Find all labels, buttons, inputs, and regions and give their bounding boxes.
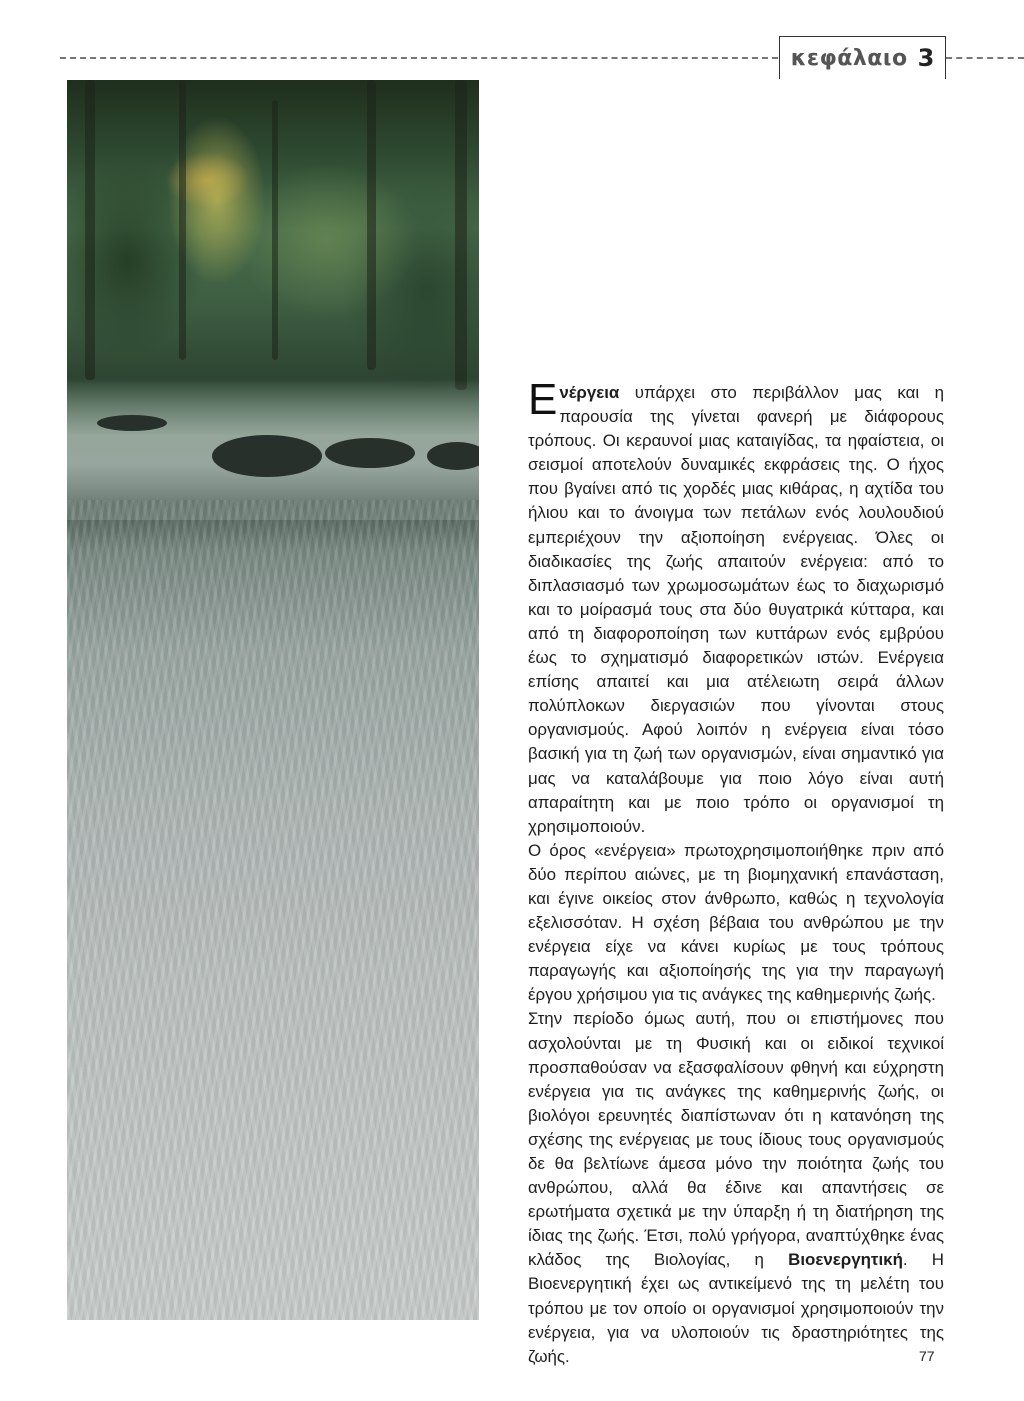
photo-tree-trunk — [272, 100, 278, 360]
paragraph-bioenergetics — [528, 1007, 944, 1368]
header-rule-left — [60, 57, 778, 59]
paragraph-bioenergetics-text-b: . Η Βιοενεργητική έχει ως αντικείμενό της τη μελέτη του τρόπου με τον οποίο οι οργανισμοί χρησιμοποιούν την ενέργεια, για να υλοποιούν τις δραστηριότητες της ζωής. — [528, 1250, 944, 1366]
paragraph-energy-term: Ο όρος «ενέργεια» πρωτοχρησιμοποιήθηκε πριν από δύο περίπου αιώνες, με τη βιομηχανική επανάσταση, και έγινε οικείος στον άνθρωπο, καθώς η τεχνολογία εξελισσόταν. Η σχέση βέβαια του ανθρώπου με την ενέργεια είχε να κάνει κυρίως με τους τρόπους παραγωγής και αξιοποίησής της για την παραγωγή έργου χρήσιμου για τις ανάγκες της καθημερινής ζωής. — [528, 840, 944, 1005]
chapter-label: κεφάλαιο — [790, 45, 908, 71]
photo-rock — [325, 438, 415, 468]
photo-motion-blur — [67, 500, 479, 1320]
page-number: 77 — [919, 1348, 935, 1364]
bioenergetics-term: Βιοενεργητική — [788, 1250, 903, 1270]
paragraph-intro — [528, 375, 944, 839]
chapter-number: 3 — [917, 44, 935, 72]
photo-tree-trunk — [85, 80, 95, 380]
photo-rock — [212, 435, 322, 477]
photo-tree-trunk — [367, 80, 376, 370]
photo-tree-trunk — [179, 80, 186, 360]
paragraph-bioenergetics-text-a: Στην περίοδο όμως αυτή, που οι επιστήμονες που ασχολούνται με τη Φυσική και οι ειδικοί τεχνικοί προσπαθούσαν να εξασφαλίσουν φθηνή και εύχρηστη ενέργεια για τις ανάγκες της καθημερινής ζωής, οι βιολόγοι ερευνητές διαπίστωναν ότι η κατανόηση της σχέσης της ενέργειας με τους ίδιους τους οργανισμούς δε θα βελτίωνε άμεσα μόνο την ποιότητα ζωής του ανθρώπου, αλλά θα έδινε και απαντήσεις σε ερωτήματα σχετικά με την ύπαρξη ή τη διατήρηση της ίδιας της ζωής. Έτσι, πολύ γρήγορα, αναπτύχθηκε ένας κλάδος της Βιολογίας, η — [528, 1009, 944, 1270]
photo-rock — [97, 415, 167, 431]
lead-word: νέργεια — [559, 383, 620, 402]
forest-river-photo — [67, 80, 479, 1320]
body-text — [528, 375, 944, 1369]
drop-cap: Ε — [528, 375, 558, 424]
paragraph-intro-text: υπάρχει στο περιβάλλον μας και η παρουσία της γίνεται φανερή με διάφορους τρόπους. Οι κεραυνοί μιας καταιγίδας, τα ηφαίστεια, οι σεισμοί αποτελούν δυναμικές εκφράσεις της. Ο ήχος που βγαίνει από τις χορδές μιας κιθάρας, η αχτίδα του ήλιου και το άνοιγμα των πετάλων ενός λουλουδιού εμπεριέχουν την αξιοποίηση ενέργειας. Όλες οι διαδικασίες της ζωής απαιτούν ενέργεια: από το διπλασιασμό των χρωμοσωμάτων έως το διαχωρισμό και το μοίρασμά τους στα δύο θυγατρικά κύτταρα, και από τη διαφοροποίηση των κυττάρων ενός εμβρύου έως το σχηματισμό διαφορετικών ιστών. Ενέργεια επίσης απαιτεί και μια ατέλειωτη σειρά άλλων πολύπλοκων διεργασιών που γίνονται στους οργανισμούς. Αφού λοιπόν η ενέργεια είναι τόσο βασική για τη ζωή των οργανισμών, είναι σημαντικό για μας να καταλάβουμε για ποιο λόγο είναι αυτή απαραίτητη και με ποιο τρόπο οι οργανισμοί τη χρησιμοποιούν. — [528, 383, 944, 836]
chapter-tab — [779, 36, 946, 79]
photo-rock — [427, 442, 479, 470]
header-rule-right — [946, 57, 1024, 59]
photo-tree-trunk — [455, 80, 467, 390]
